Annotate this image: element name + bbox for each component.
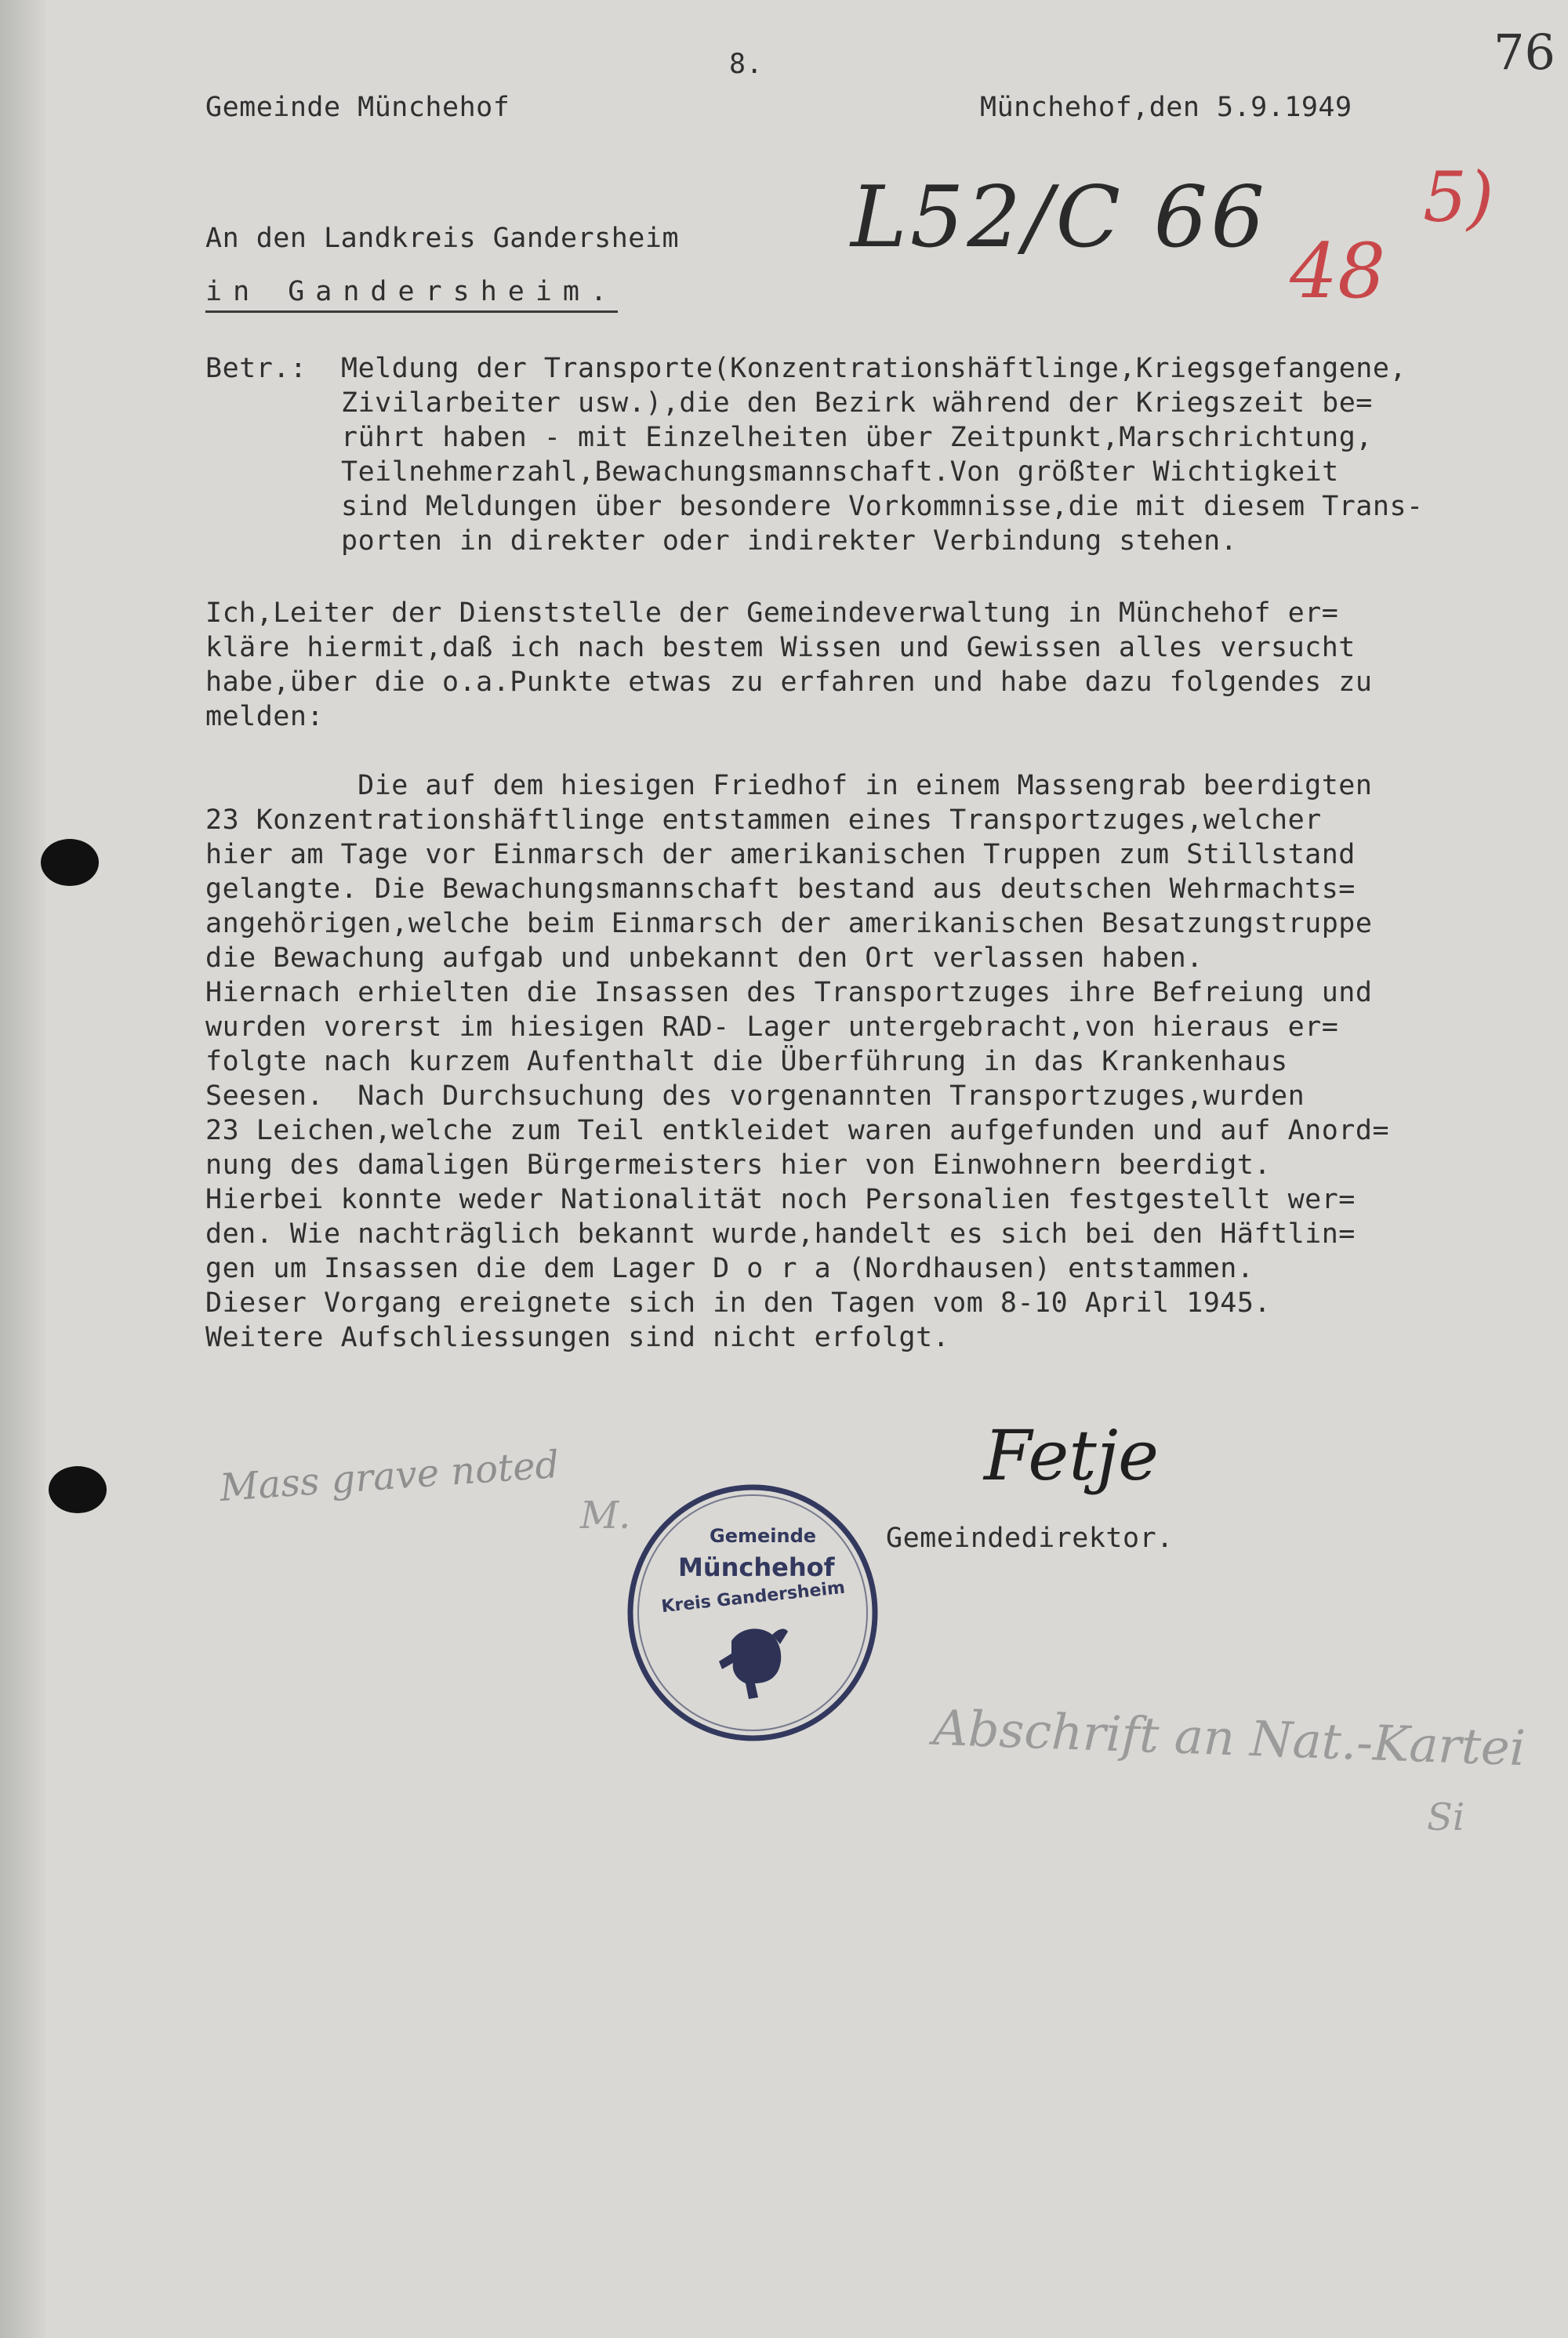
pencil-initials: M. [580, 1494, 631, 1537]
stamp-line-3: Kreis Gandersheim [660, 1577, 847, 1617]
punch-hole-lower [49, 1466, 107, 1513]
pencil-initials-right: Si [1427, 1795, 1465, 1839]
pencil-note-right: Abschrift an Nat.-Kartei [931, 1698, 1526, 1777]
red-annotation-superscript: 5) [1423, 157, 1494, 238]
subject-label: Betr.: [205, 353, 307, 384]
body-line: die Bewachung aufgab und unbekannt den Ort verlassen haben. [205, 942, 1203, 974]
subject-line: rührt haben - mit Einzelheiten über Zeitpunkt,Marschrichtung, [341, 422, 1373, 453]
body-line: gen um Insassen die dem Lager D o r a (Nordhausen) entstammen. [205, 1253, 1254, 1284]
declaration-line: habe,über die o.a.Punkte etwas zu erfahren und habe dazu folgendes zu [205, 666, 1373, 698]
punch-hole-upper [41, 839, 99, 886]
horse-emblem-icon [719, 1628, 788, 1699]
sender: Gemeinde Münchehof [205, 92, 510, 123]
signature-title: Gemeindedirektor. [886, 1523, 1174, 1554]
body-line: wurden vorerst im hiesigen RAD- Lager untergebracht,von hieraus er= [205, 1011, 1339, 1043]
declaration-line: melden: [205, 701, 325, 732]
body-line: nung des damaligen Bürgermeisters hier von Einwohnern beerdigt. [205, 1149, 1272, 1181]
body-line: angehörigen,welche beim Einmarsch der amerikanischen Besatzungstruppe [205, 908, 1373, 939]
archive-number: 76 [1494, 24, 1555, 81]
body-line: Hierbei konnte weder Nationalität noch Personalien festgestellt wer= [205, 1184, 1356, 1215]
page-number: 8. [729, 49, 764, 80]
declaration-line: Ich,Leiter der Dienststelle der Gemeindeverwaltung in Münchehof er= [205, 597, 1339, 629]
body-line: 23 Konzentrationshäftlinge entstammen eines Transportzuges,welcher [205, 804, 1322, 836]
body-line: hier am Tage vor Einmarsch der amerikanischen Truppen zum Stillstand [205, 839, 1356, 870]
stamp-line-1: Gemeinde [710, 1525, 817, 1547]
stamp-line-2: Münchehof [678, 1552, 835, 1582]
body-line: gelangte. Die Bewachungsmannschaft bestand aus deutschen Wehrmachts= [205, 873, 1356, 905]
body-line: folgte nach kurzem Aufenthalt die Überführung in das Krankenhaus [205, 1046, 1288, 1077]
subject-line: Meldung der Transporte(Konzentrationshäftlinge,Kriegsgefangene, [341, 353, 1407, 384]
signature: Fetje [984, 1415, 1160, 1496]
pencil-note: Mass grave noted [218, 1442, 561, 1511]
recipient-line-2: in Gandersheim. [205, 274, 618, 313]
body-line: Hiernach erhielten die Insassen des Transportzuges ihre Befreiung und [205, 977, 1373, 1008]
subject-line: sind Meldungen über besondere Vorkommnisse,die mit diesem Trans- [341, 491, 1424, 522]
subject-line: Teilnehmerzahl,Bewachungsmannschaft.Von größter Wichtigkeit [341, 456, 1339, 488]
place-date: Münchehof,den 5.9.1949 [980, 92, 1352, 123]
subject-line: Zivilarbeiter usw.),die den Bezirk während der Kriegszeit be= [341, 387, 1373, 419]
body-line: 23 Leichen,welche zum Teil entkleidet waren aufgefunden und auf Anord= [205, 1115, 1390, 1146]
file-reference-handwritten: L52/C 66 [851, 169, 1268, 267]
body-line: Seesen. Nach Durchsuchung des vorgenannten Transportzuges,wurden [205, 1080, 1305, 1112]
recipient-line-1: An den Landkreis Gandersheim [205, 223, 680, 254]
body-line: Weitere Aufschliessungen sind nicht erfolgt. [205, 1322, 950, 1353]
body-line: den. Wie nachträglich bekannt wurde,handelt es sich bei den Häftlin= [205, 1218, 1356, 1250]
red-annotation: 48 [1290, 227, 1386, 315]
subject-line: porten in direkter oder indirekter Verbindung stehen. [341, 525, 1238, 557]
municipal-stamp [623, 1478, 882, 1748]
page-left-edge [0, 0, 45, 2338]
declaration-line: kläre hiermit,daß ich nach bestem Wissen und Gewissen alles versucht [205, 632, 1356, 663]
body-line: Dieser Vorgang ereignete sich in den Tagen vom 8-10 April 1945. [205, 1287, 1272, 1319]
body-line: Die auf dem hiesigen Friedhof in einem Massengrab beerdigten [205, 770, 1373, 801]
